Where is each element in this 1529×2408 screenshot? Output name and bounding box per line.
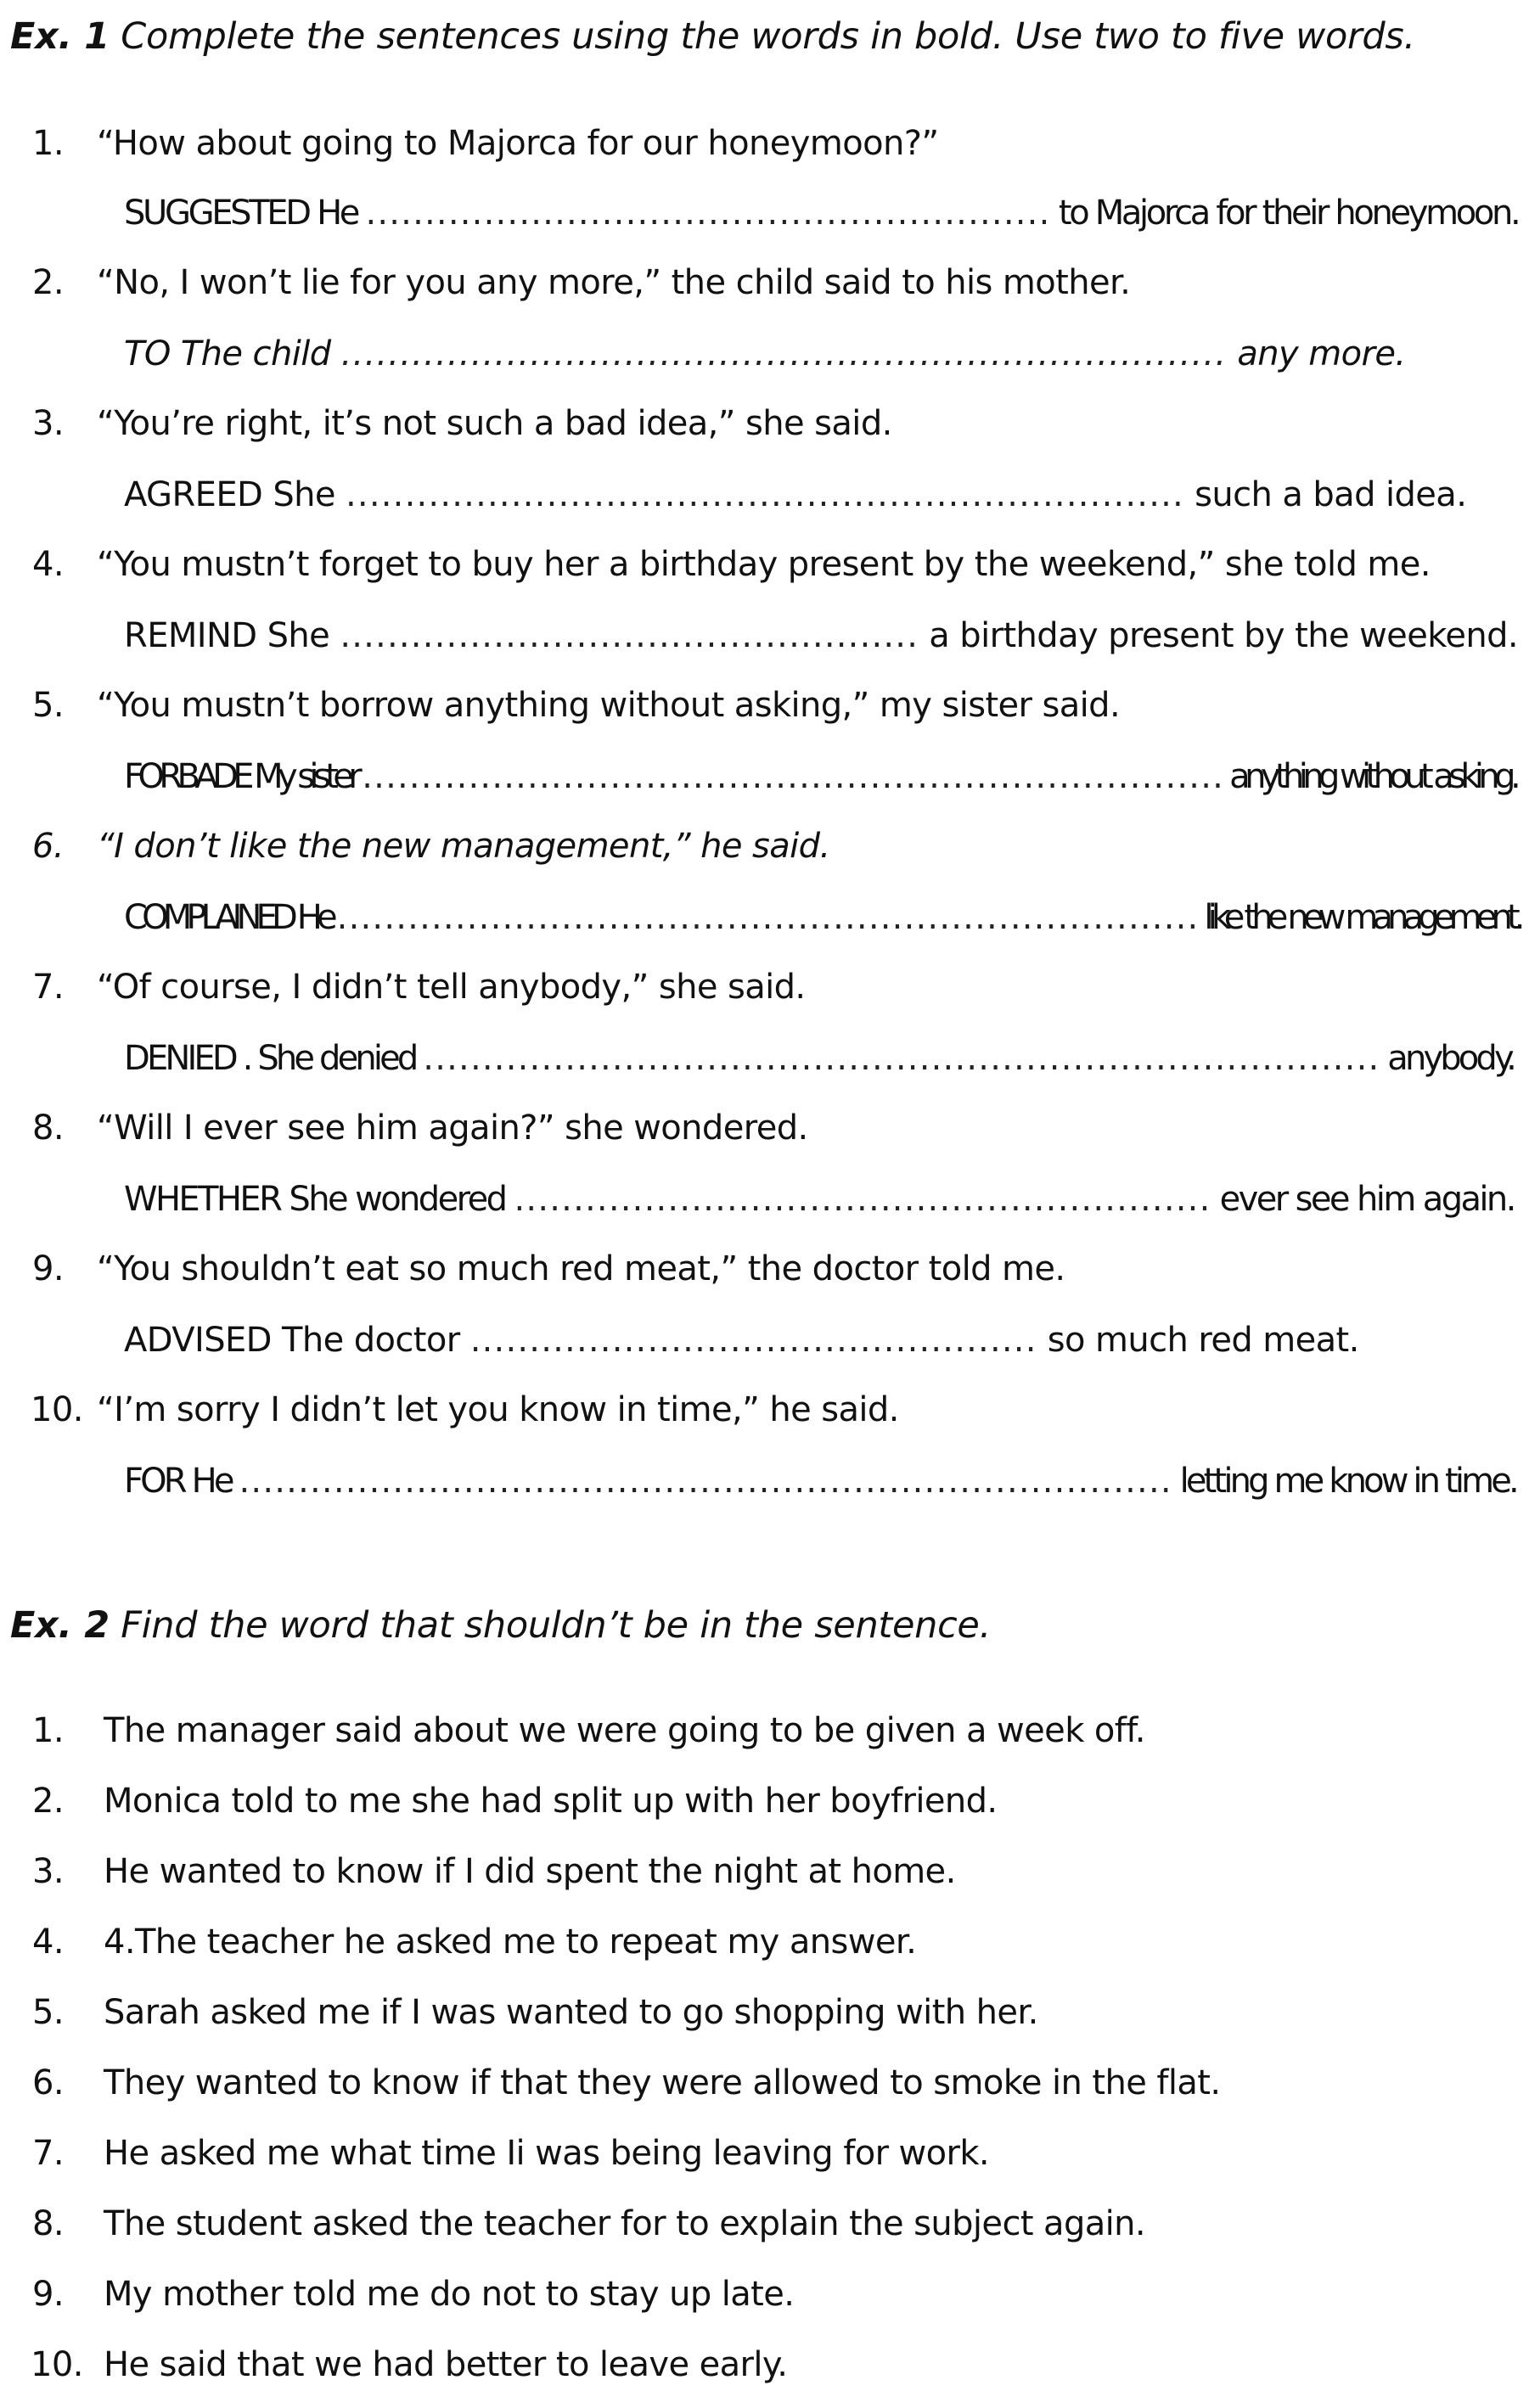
ex2-item-number: 5.: [32, 1993, 64, 2032]
ex1-item-stem: He: [296, 898, 332, 937]
ex1-item-number: 10.: [31, 1390, 83, 1429]
ex2-label: Ex. 2: [10, 1604, 110, 1647]
ex1-item-blank[interactable]: ................................................: [469, 1321, 1037, 1360]
ex1-item-quote: “You shouldn’t eat so much red meat,” the doctor told me.: [97, 1249, 1065, 1288]
ex1-item-stem: The child: [180, 334, 331, 373]
ex1-item-blank[interactable]: ...........................................................: [514, 1180, 1211, 1219]
ex1-item-number: 2.: [32, 263, 64, 302]
ex2-item-text: He said that we had better to leave early.: [104, 2345, 788, 2384]
ex2-item-text: Sarah asked me if I was wanted to go shopping with her.: [104, 1993, 1038, 2032]
ex2-item-text: They wanted to know if that they were allowed to smoke in the flat.: [104, 2063, 1221, 2102]
ex2-item-number: 1.: [32, 1711, 64, 1750]
ex1-item-number: 3.: [32, 404, 64, 443]
ex2-item-text: He wanted to know if I did spent the night at home.: [104, 1852, 956, 1891]
ex1-item-quote: “I don’t like the new management,” he said.: [97, 827, 830, 866]
ex2-item-number: 3.: [32, 1852, 64, 1891]
ex2-item-text: Monica told to me she had split up with her boyfriend.: [104, 1782, 998, 1821]
ex1-item-number: 9.: [32, 1249, 64, 1288]
ex1-item-keyword: REMIND: [124, 616, 257, 655]
ex1-item-stem: My sister: [254, 757, 357, 796]
ex1-item-quote: “You mustn’t forget to buy her a birthday present by the weekend,” she told me.: [97, 545, 1431, 584]
ex1-item-quote: “I’m sorry I didn’t let you know in time,” he said.: [97, 1390, 899, 1429]
ex1-item-keyword: ADVISED: [124, 1321, 272, 1360]
ex1-item-quote: “You mustn’t borrow anything without asking,” my sister said.: [97, 686, 1121, 725]
ex1-item-number: 7.: [32, 968, 64, 1007]
ex2-item-number: 8.: [32, 2204, 64, 2243]
ex1-item-blank[interactable]: .......................................................................: [346, 475, 1184, 514]
ex1-item-stem: She wondered: [289, 1180, 506, 1219]
ex1-item-ending: so much red meat.: [1047, 1321, 1359, 1360]
ex1-item-quote: “How about going to Majorca for our honeymoon?”: [97, 124, 939, 163]
ex1-item-quote: “You’re right, it’s not such a bad idea,” she said.: [97, 404, 892, 443]
ex2-item-text: The manager said about we were going to be given a week off.: [104, 1711, 1145, 1750]
ex1-item-keyword: FOR: [124, 1462, 184, 1501]
ex1-label: Ex. 1: [10, 15, 110, 58]
ex1-item-ending: like the new management.: [1204, 898, 1520, 937]
ex2-item-text: My mother told me do not to stay up late.: [104, 2275, 795, 2314]
ex1-item-keyword: SUGGESTED: [124, 194, 309, 233]
ex1-item-blank[interactable]: .........................................................................: [336, 898, 1200, 937]
ex1-item-quote: “Will I ever see him again?” she wondered.: [97, 1109, 808, 1148]
ex1-item-stem: She: [273, 475, 335, 514]
ex1-item-number: 5.: [32, 686, 64, 725]
ex2-item-text: He asked me what time Ii was being leaving for work.: [104, 2134, 990, 2173]
ex1-item-stem: He: [191, 1462, 232, 1501]
ex2-heading: [10, 1604, 991, 1647]
ex1-item-blank[interactable]: .................................................: [340, 616, 919, 655]
ex1-item-stem: The doctor: [282, 1321, 460, 1360]
ex1-item-blank[interactable]: .........................................................................: [362, 757, 1225, 796]
ex1-item-quote: “No, I won’t lie for you any more,” the child said to his mother.: [97, 263, 1131, 302]
ex1-item-number: 6.: [32, 827, 64, 866]
ex1-item-ending: any more.: [1237, 334, 1406, 373]
ex2-item-number: 7.: [32, 2134, 64, 2173]
ex2-item-number: 2.: [32, 1782, 64, 1821]
ex1-item-stem: He: [317, 194, 358, 233]
ex1-item-keyword: DENIED: [124, 1039, 235, 1078]
ex1-item-ending: anything without asking.: [1229, 757, 1516, 796]
ex1-item-keyword: TO: [124, 334, 171, 373]
ex1-item-ending: such a bad idea.: [1195, 475, 1467, 514]
ex2-item-text: The student asked the teacher for to explain the subject again.: [104, 2204, 1146, 2243]
ex1-item-keyword: FORBADE: [124, 757, 249, 796]
ex1-item-ending: to Majorca for their honeymoon.: [1058, 194, 1519, 233]
ex1-item-ending: letting me know in time.: [1179, 1462, 1516, 1501]
ex1-item-keyword: AGREED: [124, 475, 263, 514]
ex1-item-stem: . She denied: [242, 1039, 416, 1078]
ex2-item-number: 4.: [32, 1922, 64, 1962]
ex1-item-number: 8.: [32, 1109, 64, 1148]
ex1-item-blank[interactable]: ...............................................................................: [239, 1462, 1172, 1501]
ex2-item-number: 10.: [31, 2345, 83, 2384]
ex1-item-blank[interactable]: .................................................................................: [423, 1039, 1380, 1078]
ex1-heading: [10, 15, 1415, 58]
ex1-item-ending: a birthday present by the weekend.: [929, 616, 1519, 655]
ex2-item-number: 9.: [32, 2275, 64, 2314]
ex1-item-keyword: WHETHER: [124, 1180, 281, 1219]
ex1-item-quote: “Of course, I didn’t tell anybody,” she said.: [97, 968, 806, 1007]
ex1-instruction: Complete the sentences using the words in bold. Use two to five words.: [121, 15, 1415, 58]
ex1-item-ending: ever see him again.: [1219, 1180, 1515, 1219]
ex1-item-stem: She: [267, 616, 330, 655]
ex1-item-number: 4.: [32, 545, 64, 584]
ex1-item-keyword: COMPLAINED: [124, 898, 292, 937]
ex2-item-text: 4.The teacher he asked me to repeat my answer.: [104, 1922, 917, 1962]
ex1-item-ending: anybody.: [1387, 1039, 1514, 1078]
ex1-item-blank[interactable]: ...........................................................................: [340, 334, 1228, 373]
ex1-item-blank[interactable]: ..........................................................: [365, 194, 1051, 233]
ex1-item-number: 1.: [32, 124, 64, 163]
ex2-item-number: 6.: [32, 2063, 64, 2102]
ex2-instruction: Find the word that shouldn’t be in the sentence.: [121, 1604, 991, 1647]
